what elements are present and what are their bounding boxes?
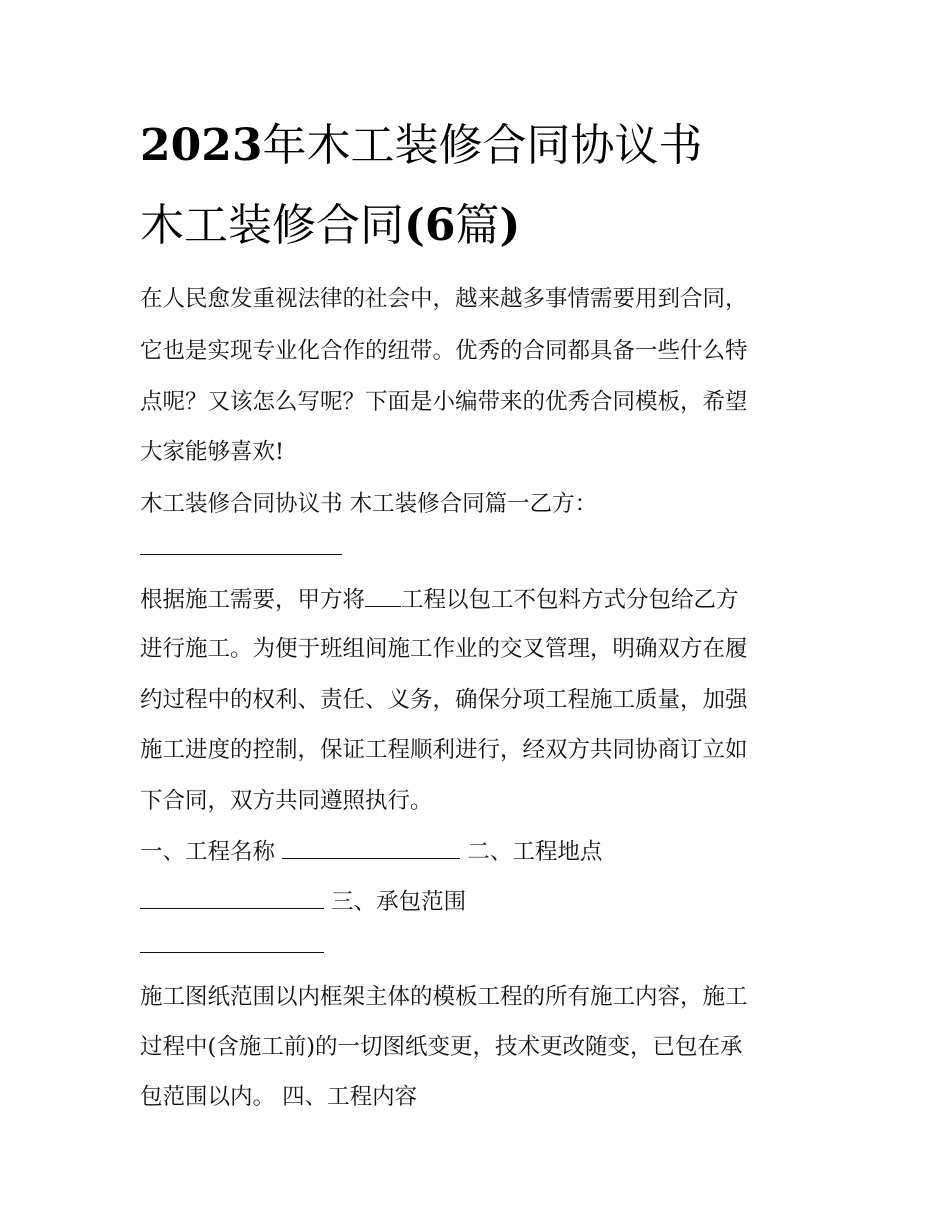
item-line: [140, 886, 466, 917]
para-line: 包范围以内。 四、工程内容: [140, 1084, 418, 1110]
intro-line: 它也是实现专业化合作的纽带。优秀的合同都具备一些什么特: [140, 338, 748, 364]
title-text: 年木工装修合同协议书: [262, 120, 703, 171]
subtitle-text: 木工装修合同: [140, 200, 404, 251]
item-line: [140, 836, 602, 867]
subtitle-count: (6: [404, 200, 456, 251]
para-line: 施工进度的控制，保证工程顺利进行，经双方共同协商订立如: [140, 737, 748, 763]
item-project-location: 二、工程地点: [467, 839, 603, 865]
subtitle-unit: 篇: [455, 200, 500, 251]
para-text: 工程以包工不包料方式分包给乙方: [401, 587, 739, 613]
para-line: 约过程中的权利、责任、义务，确保分项工程施工质量，加强: [140, 687, 748, 713]
intro-line: 大家能够喜欢!: [140, 439, 285, 465]
fill-blank: [140, 886, 324, 909]
para-line: 过程中(含施工前)的一切图纸变更，技术更改随变，已包在承: [140, 1034, 743, 1060]
subtitle-close: ): [499, 200, 521, 251]
para-text: 根据施工需要，甲方将: [140, 587, 366, 613]
section-heading: 木工装修合同协议书 木工装修合同篇一乙方：: [140, 491, 598, 517]
fill-blank: [365, 584, 401, 607]
item-scope: 三、承包范围: [331, 889, 467, 915]
fill-blank: [140, 930, 324, 953]
fill-blank: [282, 836, 460, 859]
para-line: [140, 584, 739, 615]
document-subtitle: [140, 198, 520, 254]
item-project-name: 一、工程名称: [140, 839, 276, 865]
item-line: [140, 930, 324, 961]
fill-blank: [140, 532, 342, 555]
document-title: [140, 118, 702, 174]
intro-line: 在人民愈发重视法律的社会中，越来越多事情需要用到合同，: [140, 286, 748, 312]
intro-line: 点呢？又该怎么写呢？下面是小编带来的优秀合同模板，希望: [140, 389, 748, 415]
para-line: 施工图纸范围以内框架主体的模板工程的所有施工内容，施工: [140, 984, 748, 1010]
para-line: 进行施工。为便于班组间施工作业的交叉管理，明确双方在履: [140, 636, 748, 662]
para-line: 下合同，双方共同遵照执行。: [140, 788, 433, 814]
party-b-blank: [140, 532, 342, 563]
title-year: 2023: [140, 120, 263, 171]
